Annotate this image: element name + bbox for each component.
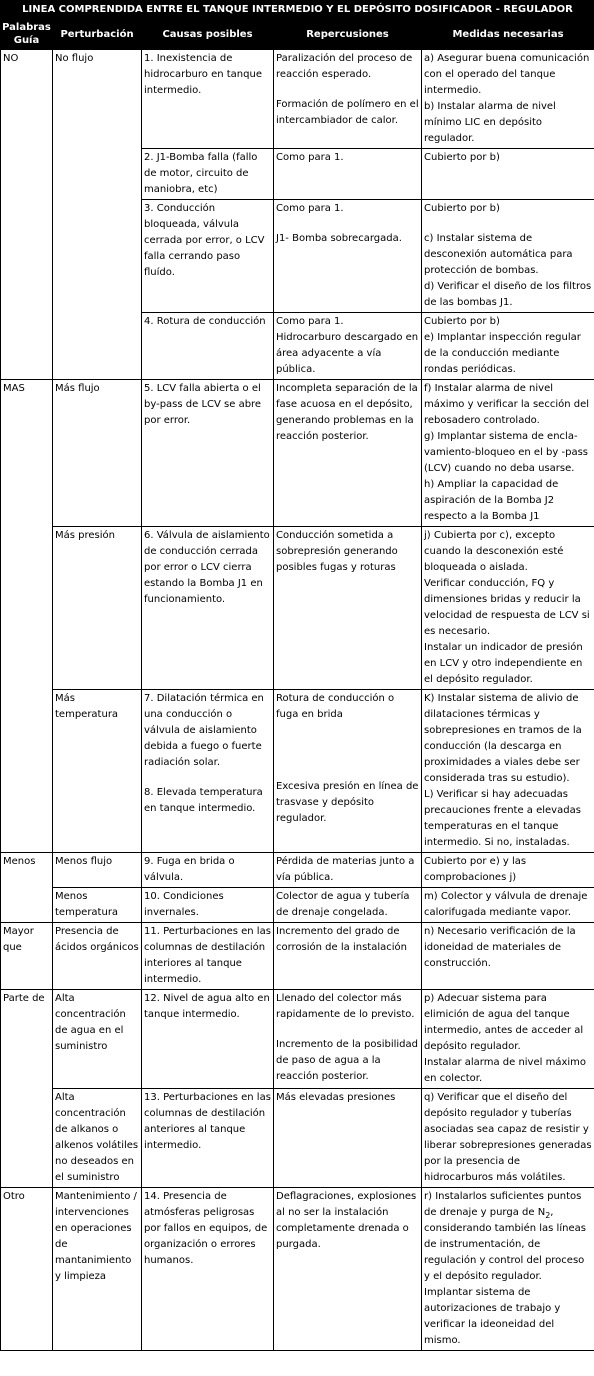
- measure-cell: Cubierto por b): [422, 149, 594, 200]
- perturbation-cell: No flujo: [53, 50, 142, 380]
- guide-word-cell: NO: [1, 50, 53, 380]
- measure-cell: K) Instalar sistema de alivio de dilataciones térmicas y sobrepresiones en tramos de la conducción (la descarga en proximidades a viales debe ser considerada tras su estudio). L) Verificar si hay adecuadas precauciones frente a elevadas temperaturas en el tanque intermedio. Si no, instaladas.: [422, 690, 594, 853]
- cause-cell: 10. Condiciones invernales.: [142, 888, 274, 923]
- cause-cell: 4. Rotura de conducción: [142, 313, 274, 380]
- repercussion-cell: Deflagraciones, explosiones al no ser la instalación completamente drenada o purgada.: [274, 1188, 422, 1351]
- repercussion-cell: Pérdida de materias junto a vía pública.: [274, 853, 422, 888]
- repercussion-cell: Conducción sometida a sobrepresión generando posibles fugas y roturas: [274, 527, 422, 690]
- measure-cell: f) Instalar alarma de nivel máximo y verificar la sección del rebosadero controlado. g) Implantar sistema de encla-vamiento-bloqueo en el by -pass (LCV) cuando no deba usarse. h) Ampliar la capacidad de aspiración de la Bomba J2 respecto a la Bomba J1: [422, 380, 594, 527]
- guide-word-cell: Mayor que: [1, 923, 53, 990]
- table-row: [1, 990, 594, 1089]
- repercussion-cell: Como para 1. Hidrocarburo descargado en área adyacente a vía pública.: [274, 313, 422, 380]
- repercussion-cell: Rotura de conducción o fuga en brida Excesiva presión en línea de trasvase y depósito regulador.: [274, 690, 422, 853]
- table-row: [1, 527, 594, 690]
- guide-word-cell: Otro: [1, 1188, 53, 1351]
- table-row: [1, 380, 594, 527]
- repercussion-cell: Colector de agua y tubería de drenaje congelada.: [274, 888, 422, 923]
- cause-cell: 11. Perturbaciones en las columnas de destilación interiores al tanque intermedio.: [142, 923, 274, 990]
- repercussion-cell: Incompleta separación de la fase acuosa en el depósito, generando problemas en la reacción posterior.: [274, 380, 422, 527]
- cause-cell: 1. Inexistencia de hidrocarburo en tanque intermedio.: [142, 50, 274, 149]
- repercussion-cell: Llenado del colector más rapidamente de lo previsto. Incremento de la posibilidad de paso de agua a la reacción posterior.: [274, 990, 422, 1089]
- table-row: [1, 690, 594, 853]
- table-row: [1, 50, 594, 149]
- guide-word-cell: Parte de: [1, 990, 53, 1188]
- header-row: [1, 19, 594, 50]
- header-palabras-guia: Palabras Guía: [1, 19, 53, 50]
- table-row: [1, 888, 594, 923]
- perturbation-cell: Menos flujo: [53, 853, 142, 888]
- table-row: [1, 1188, 594, 1351]
- perturbation-cell: Menos temperatura: [53, 888, 142, 923]
- table-row: [1, 1089, 594, 1188]
- header-repercusiones: Repercusiones: [274, 19, 422, 50]
- header-medidas: Medidas necesarias: [422, 19, 594, 50]
- perturbation-cell: Alta concentración de agua en el suministro: [53, 990, 142, 1089]
- perturbation-cell: Alta concentración de alkanos o alkenos volátiles no deseados en el suministro: [53, 1089, 142, 1188]
- header-causas: Causas posibles: [142, 19, 274, 50]
- measure-cell: Cubierto por e) y las comprobaciones j): [422, 853, 594, 888]
- guide-word-cell: MAS: [1, 380, 53, 853]
- perturbation-cell: Más temperatura: [53, 690, 142, 853]
- measure-cell: j) Cubierta por c), excepto cuando la desconexión esté bloqueada o aislada. Verificar conducción, FQ y dimensiones bridas y reducir la velocidad de respuesta de LCV si es necesario. Instalar un indicador de presión en LCV y otro independiente en el depósito regulador.: [422, 527, 594, 690]
- measure-cell: r) Instalarlos suficientes puntos de drenaje y purga de $N_2$, considerando también las líneas de instrumentación, de regulación y control del proceso y el depósito regulador. Implantar sistema de autorizaciones de trabajo y verificar la ideoneidad del mismo.: [422, 1188, 594, 1351]
- measure-cell: n) Necesario verificación de la idoneidad de materiales de construcción.: [422, 923, 594, 990]
- repercussion-cell: Incremento del grado de corrosión de la instalación: [274, 923, 422, 990]
- table-title: LINEA COMPRENDIDA ENTRE EL TANQUE INTERMEDIO Y EL DEPÓSITO DOSIFICADOR - REGULADOR: [1, 1, 594, 19]
- guide-word-cell: Menos: [1, 853, 53, 923]
- cause-cell: 12. Nivel de agua alto en tanque intermedio.: [142, 990, 274, 1089]
- measure-cell: Cubierto por b) e) Implantar inspección regular de la conducción mediante rondas periódicas.: [422, 313, 594, 380]
- cause-cell: 6. Válvula de aislamiento de conducción cerrada por error o LCV cierra estando la Bomba J1 en funcionamiento.: [142, 527, 274, 690]
- measure-cell: m) Colector y válvula de drenaje calorifugada mediante vapor.: [422, 888, 594, 923]
- cause-cell: 7. Dilatación térmica en una conducción o válvula de aislamiento debida a fuego o fuerte radiación solar. 8. Elevada temperatura en tanque intermedio.: [142, 690, 274, 853]
- cause-cell: 5. LCV falla abierta o el by-pass de LCV se abre por error.: [142, 380, 274, 527]
- measure-cell: q) Verificar que el diseño del depósito regulador y tuberías asociadas sea capaz de resistir y liberar sobrepresiones generadas por la presencia de hidrocarburos más volátiles.: [422, 1089, 594, 1188]
- repercussion-cell: Como para 1.: [274, 149, 422, 200]
- measure-cell: Cubierto por b) c) Instalar sistema de desconexión automática para protección de bombas. d) Verificar el diseño de los filtros de las bombas J1.: [422, 200, 594, 313]
- repercussion-cell: Como para 1. J1- Bomba sobrecargada.: [274, 200, 422, 313]
- cause-cell: 3. Conducción bloqueada, válvula cerrada por error, o LCV falla cerrando paso fluído.: [142, 200, 274, 313]
- perturbation-cell: Mantenimiento / intervenciones en operaciones de mantanimiento y limpieza: [53, 1188, 142, 1351]
- table-row: [1, 923, 594, 990]
- cause-cell: 13. Perturbaciones en las columnas de destilación anteriores al tanque intermedio.: [142, 1089, 274, 1188]
- perturbation-cell: Presencia de ácidos orgánicos: [53, 923, 142, 990]
- table-row: [1, 853, 594, 888]
- perturbation-cell: Más flujo: [53, 380, 142, 527]
- measure-cell: a) Asegurar buena comunicación con el operado del tanque intermedio. b) Instalar alarma de nivel mínimo LIC en depósito regulador.: [422, 50, 594, 149]
- cause-cell: 9. Fuga en brida o válvula.: [142, 853, 274, 888]
- title-row: [1, 1, 594, 19]
- repercussion-cell: Paralización del proceso de reacción esperado. Formación de polímero en el intercambiador de calor.: [274, 50, 422, 149]
- header-perturbacion: Perturbación: [53, 19, 142, 50]
- measure-cell: p) Adecuar sistema para elimición de agua del tanque intermedio, antes de acceder al depósito regulador. Instalar alarma de nivel máximo en colector.: [422, 990, 594, 1089]
- repercussion-cell: Más elevadas presiones: [274, 1089, 422, 1188]
- cause-cell: 14. Presencia de atmósferas peligrosas por fallos en equipos, de organización o errores humanos.: [142, 1188, 274, 1351]
- perturbation-cell: Más presión: [53, 527, 142, 690]
- cause-cell: 2. J1-Bomba falla (fallo de motor, circuito de maniobra, etc): [142, 149, 274, 200]
